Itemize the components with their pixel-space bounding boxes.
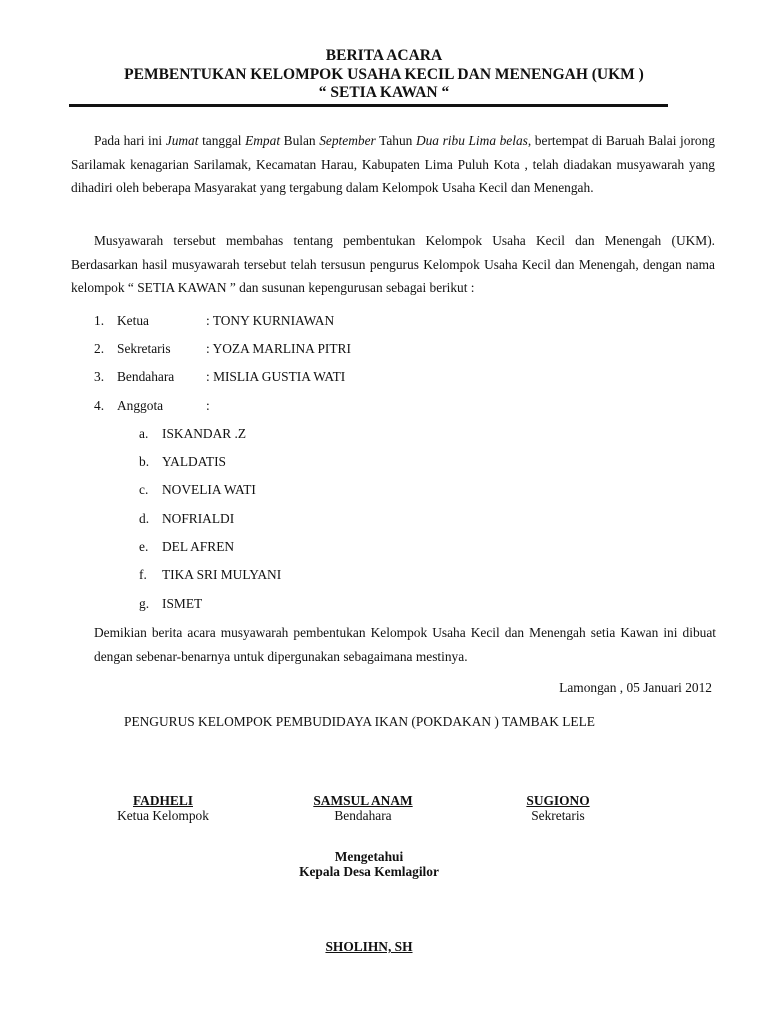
- place-date: Lamongan , 05 Januari 2012: [559, 680, 712, 695]
- doc-title: BERITA ACARA: [325, 47, 443, 64]
- signatory-title: Bendahara: [334, 808, 392, 823]
- day-value: Jumat: [165, 133, 199, 148]
- signatory-title: Ketua Kelompok: [117, 808, 209, 823]
- intro-paragraph-1: Pada hari ini Jumat tanggal Empat Bulan September Tahun Dua ribu Lima belas, bertempat di Baruah Balai jorong Sarilamak kenagarian Sarilamak, Kecamatan Harau, Kabupaten Lima Puluh Kota , telah diadakan musyawarah yang dihadiri oleh beberapa Masyarakat yang tergabung dalam Kelompok Usaha Kecil dan Menengah.: [71, 133, 715, 196]
- month-value: September: [319, 133, 376, 148]
- acknowledge-label: Mengetahui: [334, 849, 404, 864]
- signatory-ketua: [83, 793, 243, 823]
- date-value: Empat: [245, 133, 281, 148]
- year-value: Dua ribu Lima belas: [415, 133, 528, 148]
- signatory-sekretaris: [478, 793, 638, 823]
- closing-paragraph: Demikian berita acara musyawarah pembentukan Kelompok Usaha Kecil dan Menengah setia Kawan ini dibuat dengan sebenar-benarnya untuk dipergunakan sebagaimana mestinya.: [94, 625, 716, 664]
- acknowledge-title: Kepala Desa Kemlagilor: [299, 864, 439, 879]
- document-page: BERITA ACARA PEMBENTUKAN KELOMPOK USAHA KECIL DAN MENENGAH (UKM ) “ SETIA KAWAN “ Pada hari ini Jumat tanggal Empat Bulan September Tahun Dua ribu Lima belas, bertempat di Baruah Balai jorong Sarilamak kenagarian Sarilamak, Kecamatan Harau, Kabupaten Lima Puluh Kota , telah diadakan musyawarah yang dihadiri oleh beberapa Masyarakat yang tergabung dalam Kelompok Usaha Kecil dan Menengah. Musyawarah tersebut membahas tentang pembentukan Kelompok Usaha Kecil dan Menengah (UKM). Berdasarkan hasil musyawarah tersebut telah tersusun pengurus Kelompok Usaha Kecil dan Menengah, dengan nama kelompok “ SETIA KAWAN ” dan susunan kepengurusan sebagai berikut : 1. Ketua : TONY KURNIAWAN 2. Sekretaris : YOZA MARLINA PITRI 3. Bendahara : MISLIA GUSTIA WATI 4. Anggota : a. ISKANDAR .Z b. YALDATIS c. NOVELIA WATI d. NOFRIALDI e. DEL AFREN f. TIKA SRI MULYANI g. ISMET Demikian berita acara musyawarah pembentukan Kelompok Usaha Kecil dan Menengah setia Kawan ini dibuat dengan sebenar-benarnya untuk dipergunakan sebagaimana mestinya. Lamongan , 05 Januari 2012 PENGURUS KELOMPOK PEMBUDIDAYA IKAN (POKDAKAN ) TAMBAK LELE FADHELI Ketua Kelompok SAMSUL ANAM Bendahara SUGIONO Sekretaris Mengetahui Kepala Desa Kemlagilor SHOLIHN, SH: [0, 0, 768, 1024]
- signatory-name: SUGIONO: [526, 793, 590, 808]
- signatory-title: Sekretaris: [531, 808, 585, 823]
- signatory-name: FADHELI: [132, 793, 193, 808]
- doc-subtitle: PEMBENTUKAN KELOMPOK USAHA KECIL DAN MENENGAH (UKM ): [124, 66, 644, 83]
- signatory-name: SAMSUL ANAM: [313, 793, 413, 808]
- intro-paragraph-2: Musyawarah tersebut membahas tentang pembentukan Kelompok Usaha Kecil dan Menengah (UKM). Berdasarkan hasil musyawarah tersebut telah tersusun pengurus Kelompok Usaha Kecil dan Menengah, dengan nama kelompok “ SETIA KAWAN ” dan susunan kepengurusan sebagai berikut :: [71, 233, 715, 296]
- signatory-bendahara: [283, 793, 443, 823]
- group-name-heading: “ SETIA KAWAN “: [318, 84, 450, 101]
- acknowledge-name: SHOLIHN, SH: [325, 939, 413, 954]
- header-divider: [69, 104, 668, 107]
- org-line: PENGURUS KELOMPOK PEMBUDIDAYA IKAN (POKDAKAN ) TAMBAK LELE: [124, 714, 595, 729]
